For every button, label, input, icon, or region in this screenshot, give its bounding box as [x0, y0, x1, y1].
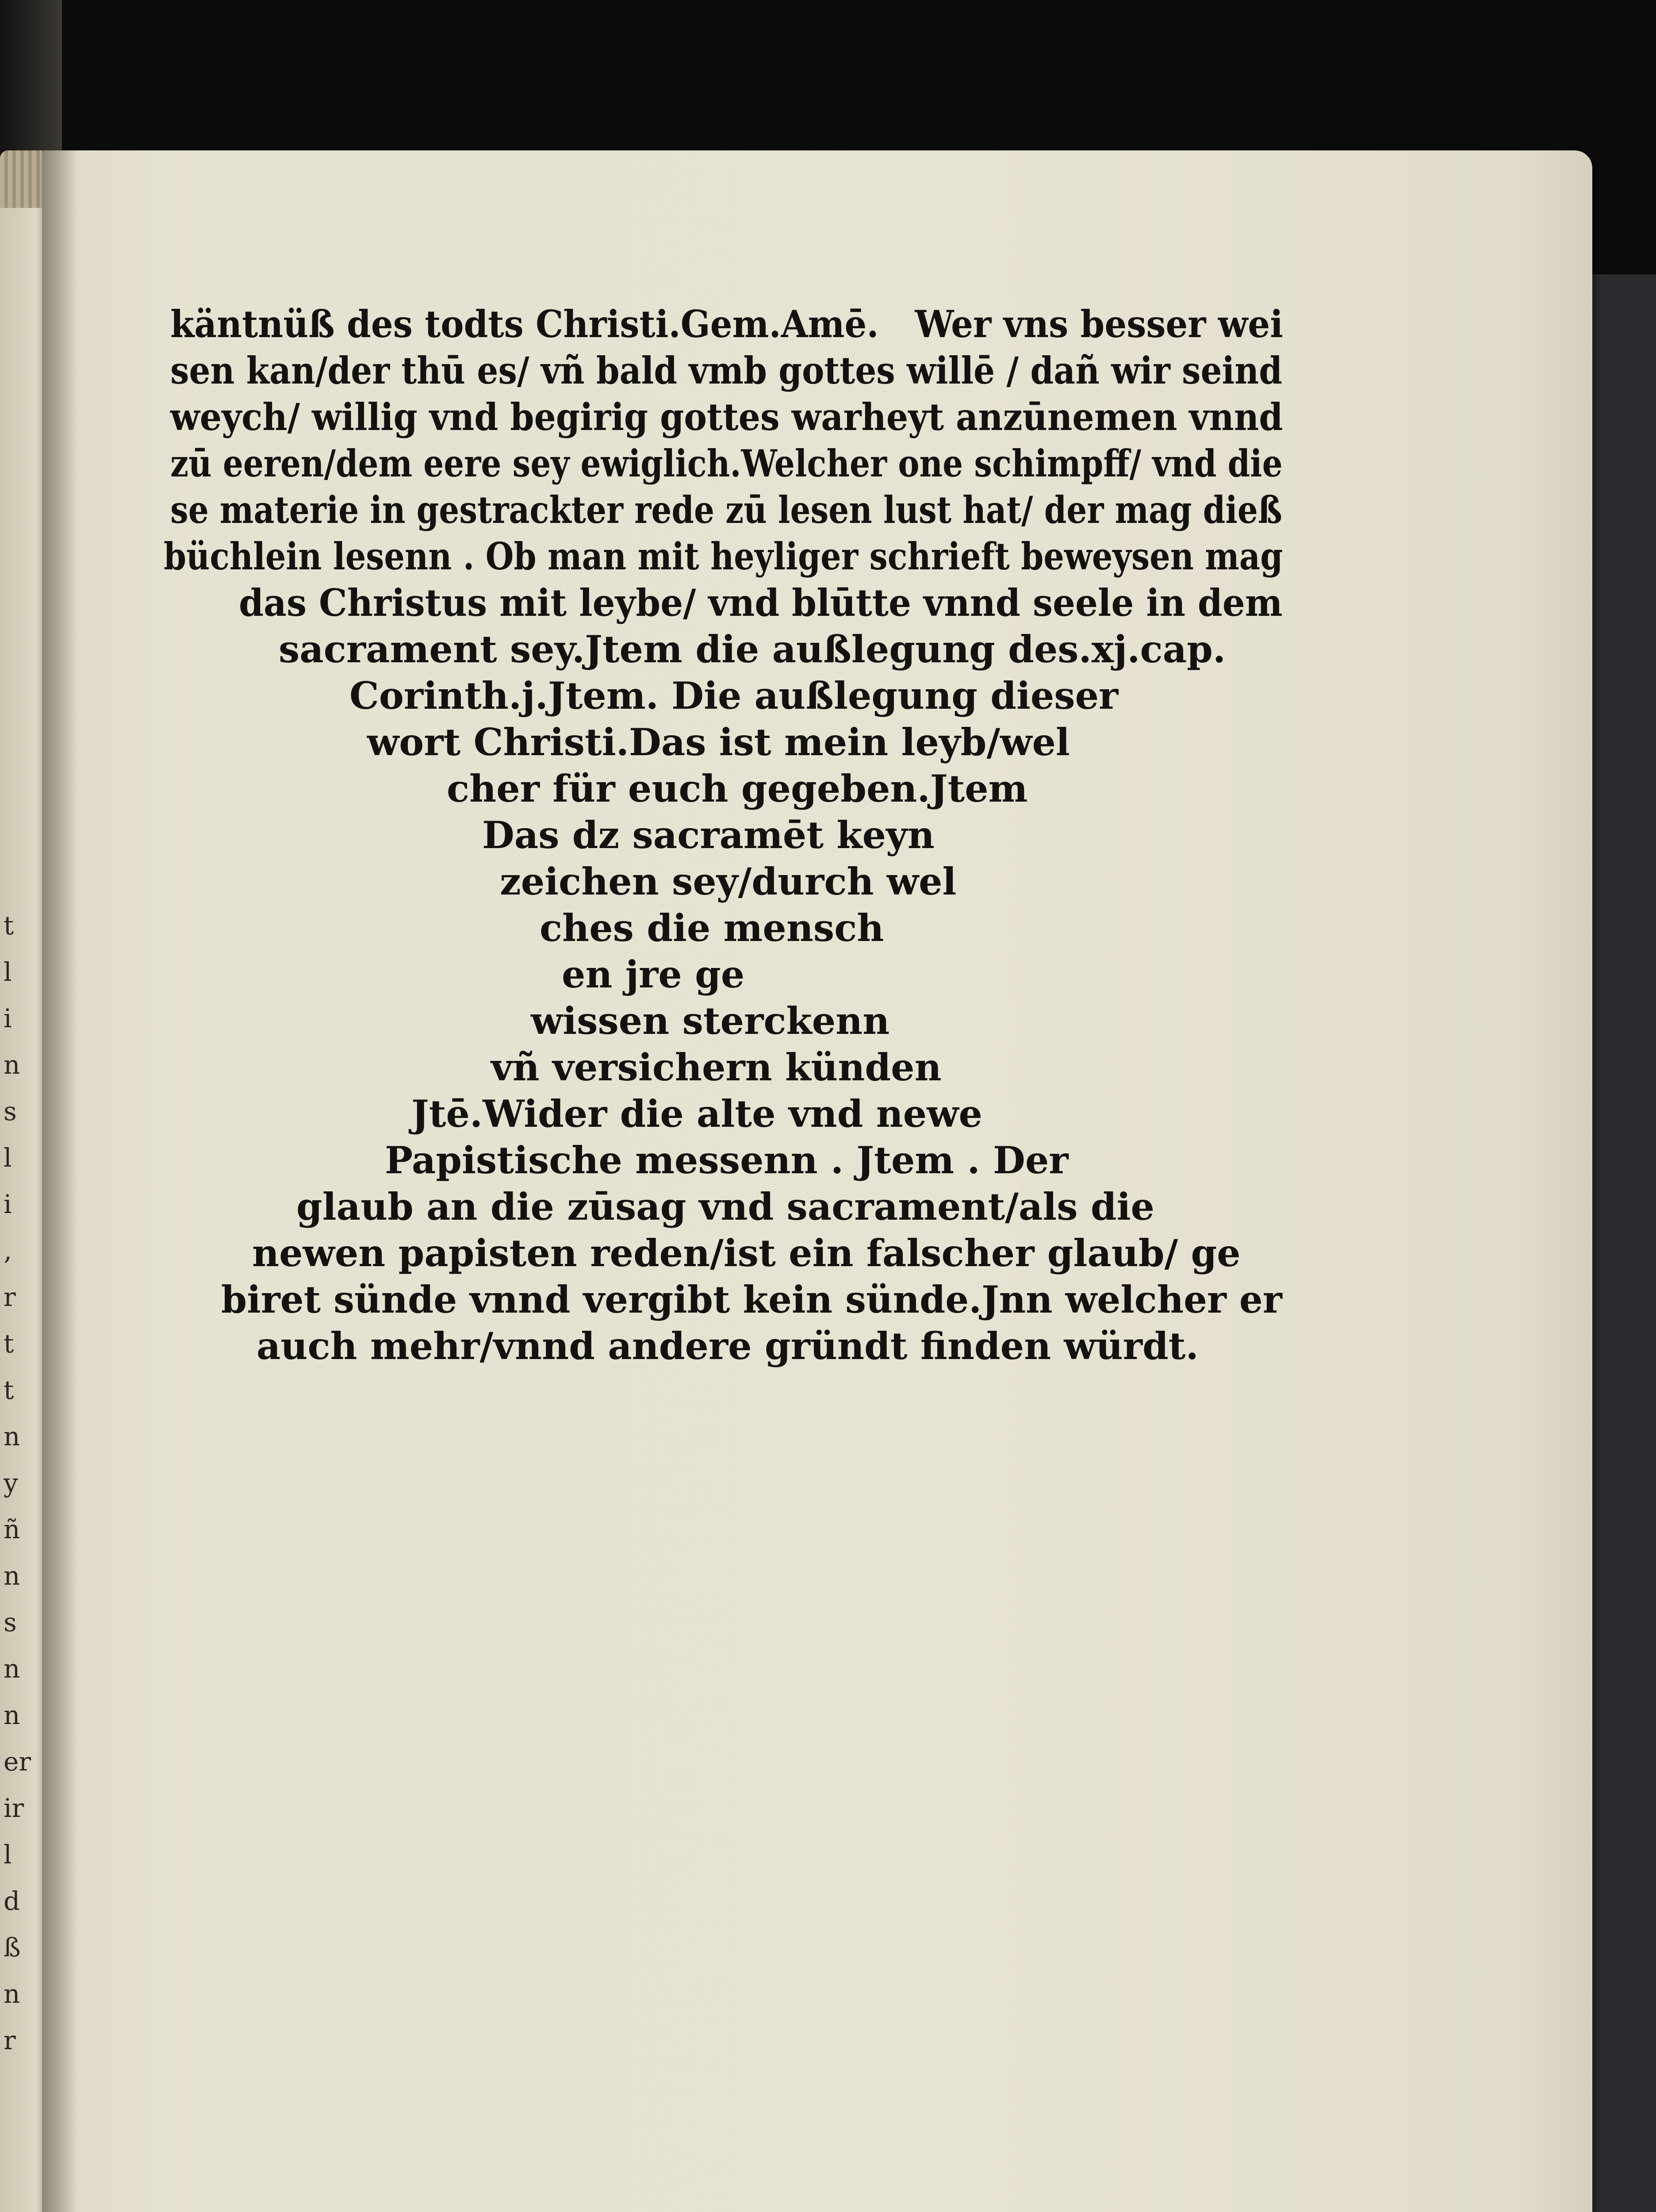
text-line-4: zū eeren/dem eere sey ewiglich.Welcher one schimpff/ vnd die [170, 442, 1283, 485]
text-line-11: cher für euch gegeben.Jtem [447, 767, 1028, 810]
text-line-5: se materie in gestrackter rede zū lesen lust hat/ der mag dieß [170, 488, 1282, 532]
gutter-shadow [42, 150, 77, 2212]
previous-page-text: t l i n s l i ‚ r t t n y ñ n s n n er ir l d ß n r [4, 910, 31, 2055]
text-line-16: wissen sterckenn [531, 999, 890, 1043]
text-line-6: büchlein lesenn . Ob man mit heyliger schrieft beweysen mag [164, 534, 1283, 578]
text-line-8: sacrament sey.Jtem die außlegung des.xj.cap. [279, 627, 1226, 671]
text-line-14: ches die mensch [540, 906, 884, 950]
text-line-19: Papistische messenn . Jtem . Der [385, 1138, 1069, 1182]
text-line-18: Jtē.Wider die alte vnd newe [411, 1092, 982, 1136]
text-line-10: wort Christi.Das ist mein leyb/wel [367, 720, 1070, 764]
text-line-7: das Christus mit leybe/ vnd blūtte vnnd seele in dem [239, 581, 1283, 625]
text-line-23: auch mehr/vnnd andere gründt finden würdt. [257, 1324, 1199, 1368]
text-line-20: glaub an die zūsag vnd sacrament/als die [296, 1185, 1154, 1229]
text-line-13: zeichen sey/durch wel [500, 860, 957, 903]
text-line-17: vñ versichern künden [491, 1045, 942, 1089]
text-line-2: sen kan/der thū es/ vñ bald vmb gottes willē / dañ wir seind [170, 349, 1283, 392]
text-line-1: käntnüß des todts Christi.Gem.Amē. Wer vns besser wei [170, 302, 1283, 346]
text-line-3: weych/ willig vnd begirig gottes warheyt anzūnemen vnnd [170, 395, 1283, 439]
text-line-9: Corinth.j.Jtem. Die außlegung dieser [349, 674, 1119, 718]
text-line-15: en jre ge [562, 952, 745, 996]
headband [0, 150, 44, 208]
text-line-21: newen papisten reden/ist ein falscher glaub/ ge [252, 1231, 1241, 1275]
text-line-12: Das dz sacramēt keyn [482, 813, 935, 857]
text-line-22: biret sünde vnnd vergibt kein sünde.Jnn welcher er [221, 1278, 1282, 1321]
